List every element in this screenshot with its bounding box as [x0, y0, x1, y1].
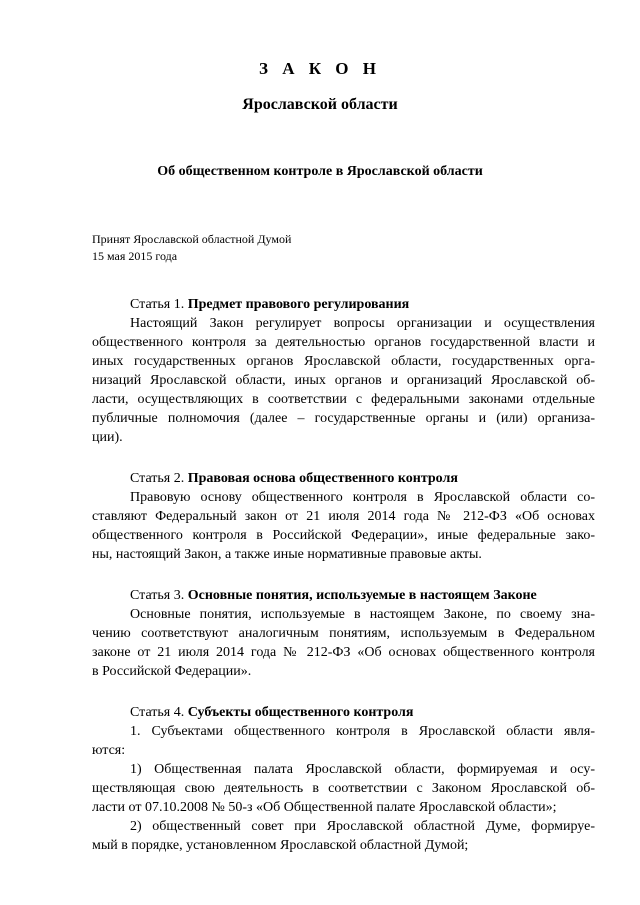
article-heading	[92, 469, 595, 488]
law-title: З А К О Н	[258, 59, 382, 78]
article-number: Статья 2.	[130, 471, 185, 486]
adoption-note	[92, 231, 291, 265]
law-subject: Об общественном контроле в Ярославской области	[157, 164, 483, 179]
article-paragraph	[92, 605, 595, 681]
paragraph-line: Настоящий Закон регулирует вопросы организации и осуществления	[130, 316, 595, 331]
article-number: Статья 3.	[130, 588, 185, 603]
paragraph-line: мый в порядке, установленном Ярославской областной Думой;	[92, 838, 469, 853]
adoption-line: Принят Ярославской областной Думой	[92, 232, 292, 246]
paragraph-line: ласти, осуществляющих в соответствии с федеральными законами отдельные	[92, 392, 595, 407]
law-region: Ярославской области	[242, 96, 398, 113]
paragraph-line: ласти от 07.10.2008 № 50-з «Об Общественной палате Ярославской области»;	[92, 800, 557, 815]
article-heading	[92, 295, 595, 314]
article-paragraph	[92, 722, 595, 760]
article-title: Предмет правового регулирования	[187, 297, 410, 312]
paragraph-line: публичные полномочия (далее – государственные органы и (или) организа-	[92, 411, 595, 426]
article-number: Статья 1.	[130, 297, 185, 312]
article-paragraph	[92, 817, 595, 855]
article	[92, 703, 595, 855]
article-paragraph	[92, 760, 595, 817]
paragraph-line: законе от 21 июля 2014 года № 212-ФЗ «Об основах общественного контроля	[92, 645, 595, 660]
paragraph-line: ются:	[92, 743, 126, 758]
paragraph-line: ществляющая свою деятельность в соответствии с Законом Ярославской об-	[92, 781, 595, 796]
paragraph-line: 1. Субъектами общественного контроля в Ярославской области явля-	[130, 724, 595, 739]
paragraph-line: Основные понятия, используемые в настоящем Законе, по своему зна-	[130, 607, 595, 622]
article-paragraph	[92, 488, 595, 564]
article-title: Основные понятия, используемые в настоящем Законе	[187, 588, 537, 603]
article-title: Субъекты общественного контроля	[187, 705, 414, 720]
article	[92, 469, 595, 564]
articles-body	[92, 295, 595, 877]
paragraph-line: чению соответствуют аналогичным понятиям, используемым в Федеральном	[92, 626, 595, 641]
paragraph-line: ставляют Федеральный закон от 21 июля 2014 года № 212-ФЗ «Об основах	[92, 509, 595, 524]
paragraph-line: 1) Общественная палата Ярославской области, формируемая и осу-	[130, 762, 595, 777]
article-title: Правовая основа общественного контроля	[187, 471, 458, 486]
paragraph-line: Правовую основу общественного контроля в Ярославской области со-	[130, 490, 595, 505]
article-heading	[92, 586, 595, 605]
paragraph-line: 2) общественный совет при Ярославской областной Думе, формируе-	[130, 819, 595, 834]
article-number: Статья 4.	[130, 705, 185, 720]
paragraph-line: общественного контроля за деятельностью органов государственной власти и	[92, 335, 595, 350]
article-heading	[92, 703, 595, 722]
paragraph-line: низаций Ярославской области, иных органов и организаций Ярославской об-	[92, 373, 595, 388]
paragraph-line: ны, настоящий Закон, а также иные нормативные правовые акты.	[92, 547, 482, 562]
article-paragraph	[92, 314, 595, 447]
adoption-date: 15 мая 2015 года	[92, 249, 178, 263]
article	[92, 586, 595, 681]
paragraph-line: ции).	[92, 430, 123, 445]
paragraph-line: в Российской Федерации».	[92, 664, 252, 679]
article	[92, 295, 595, 447]
paragraph-line: иных государственных органов Ярославской области, государственных орга-	[92, 354, 595, 369]
paragraph-line: общественного контроля в Российской Федерации», иные федеральные зако-	[92, 528, 595, 543]
